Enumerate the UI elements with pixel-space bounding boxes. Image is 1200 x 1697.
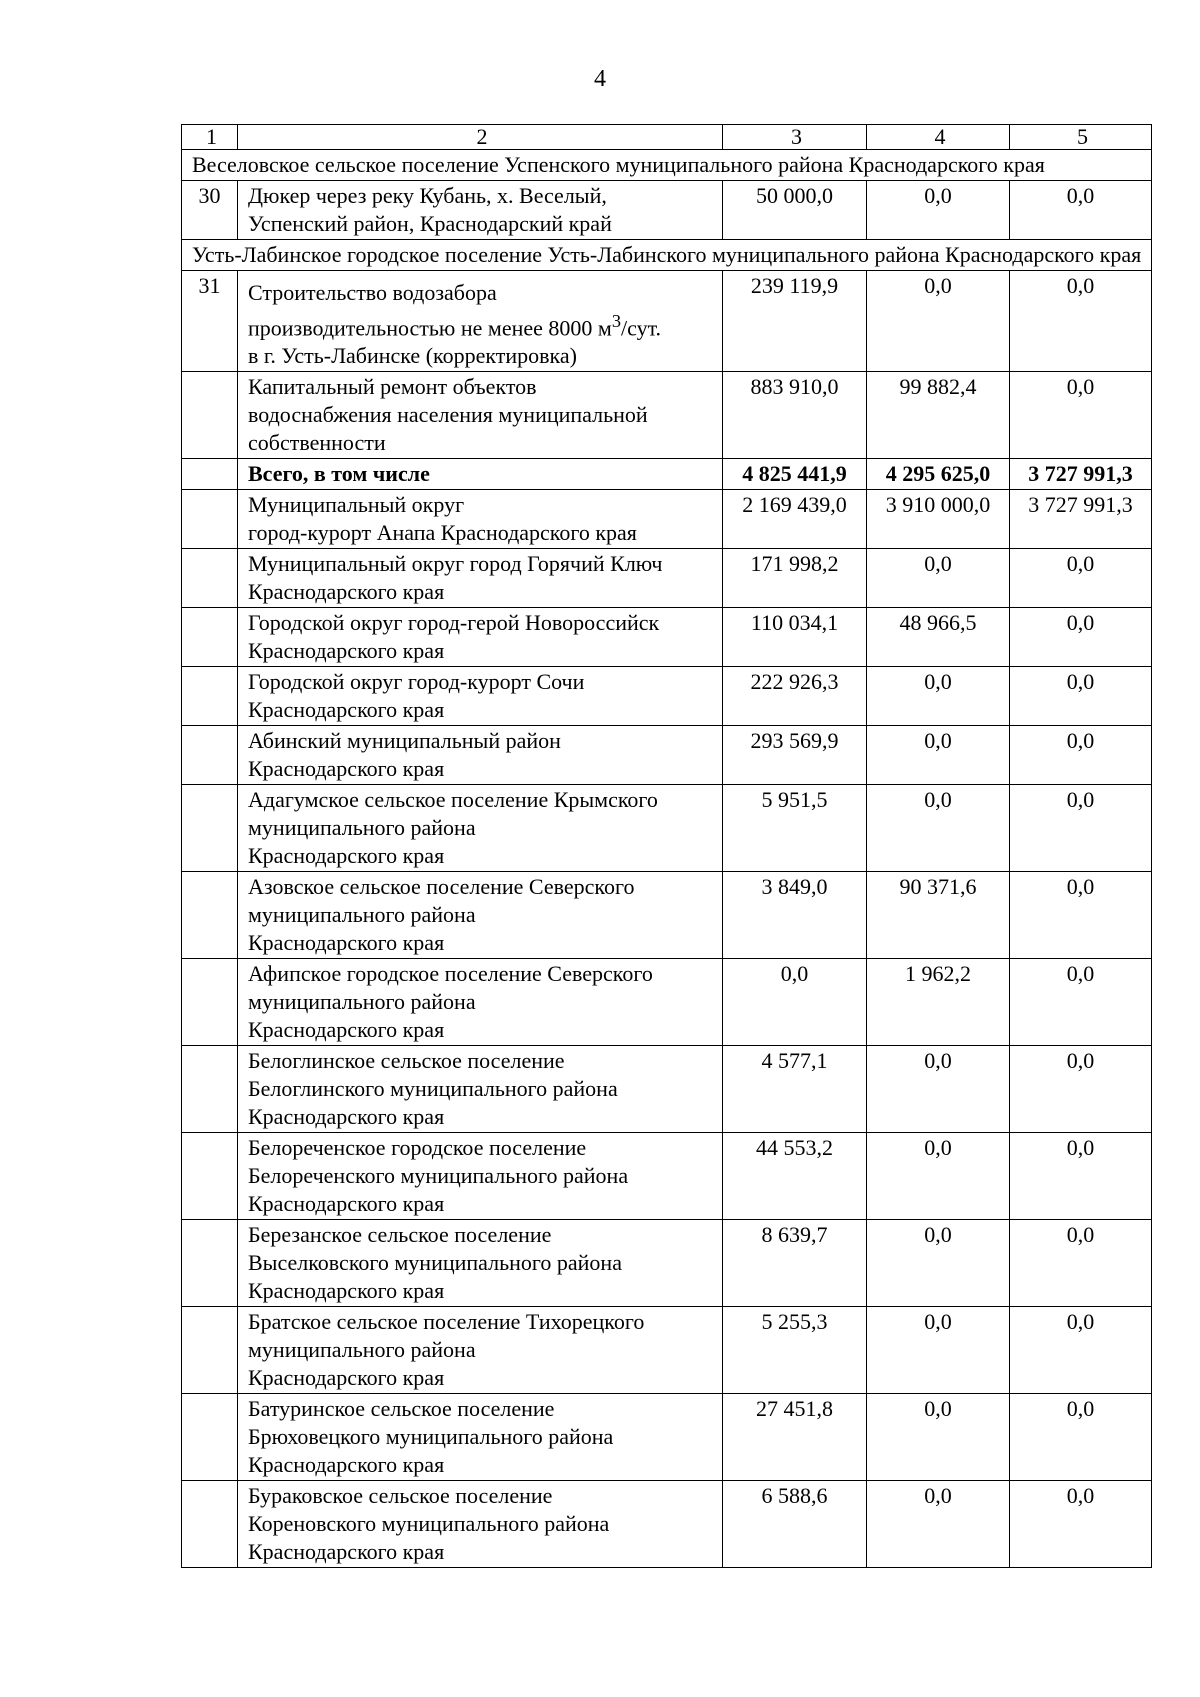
row-value-col3: 27 451,8 [723,1394,867,1481]
row-name: Дюкер через реку Кубань, х. Веселый, Успенский район, Краснодарский край [238,181,723,240]
row-number [182,459,238,490]
row-number [182,1046,238,1133]
row-value-col5: 0,0 [1010,1133,1152,1220]
row-value-col5: 0,0 [1010,181,1152,240]
row-number [182,372,238,459]
table-row [182,608,1152,667]
row-number [182,549,238,608]
row-value-col5: 0,0 [1010,1307,1152,1394]
row-value-col4: 1 962,2 [867,959,1010,1046]
row-value-col4: 0,0 [867,667,1010,726]
row-name: Афипское городское поселение Северского муниципального района Краснодарского края [238,959,723,1046]
row-name: Бураковское сельское поселение Кореновского муниципального района Краснодарского края [238,1481,723,1568]
row-name: Городской округ город-герой Новороссийск Краснодарского края [238,608,723,667]
row-value-col3: 4 825 441,9 [723,459,867,490]
row-name: Батуринское сельское поселение Брюховецкого муниципального района Краснодарского края [238,1394,723,1481]
table-row [182,1307,1152,1394]
row-value-col3: 883 910,0 [723,372,867,459]
row-value-col5: 3 727 991,3 [1010,459,1152,490]
row-value-col4: 90 371,6 [867,872,1010,959]
row-number [182,667,238,726]
table-row [182,872,1152,959]
row-value-col4: 0,0 [867,726,1010,785]
header-col-1: 1 [182,125,238,150]
table-row [182,1394,1152,1481]
row-value-col4: 0,0 [867,1220,1010,1307]
row-number [182,608,238,667]
row-value-col4: 99 882,4 [867,372,1010,459]
row-name: Муниципальный округ город Горячий Ключ Краснодарского края [238,549,723,608]
row-value-col4: 3 910 000,0 [867,490,1010,549]
header-col-5: 5 [1010,125,1152,150]
row-name: Муниципальный округ город-курорт Анапа Краснодарского края [238,490,723,549]
row-value-col3: 2 169 439,0 [723,490,867,549]
row-value-col3: 44 553,2 [723,1133,867,1220]
table-row [182,1133,1152,1220]
row-number [182,1133,238,1220]
municipality-rows [182,490,1152,1568]
section-title: Усть-Лабинское городское поселение Усть-Лабинского муниципального района Краснодарского края [182,240,1152,271]
table-row [182,1220,1152,1307]
section-row-ust-labinsk [182,240,1152,271]
row-value-col3: 171 998,2 [723,549,867,608]
row-name: Адагумское сельское поселение Крымского муниципального района Краснодарского края [238,785,723,872]
row-name: Абинский муниципальный район Краснодарского края [238,726,723,785]
row-value-col5: 0,0 [1010,608,1152,667]
header-col-3: 3 [723,125,867,150]
row-number [182,490,238,549]
row-value-col4: 0,0 [867,549,1010,608]
row-value-col5: 0,0 [1010,726,1152,785]
row-value-col5: 0,0 [1010,1481,1152,1568]
table-row [182,959,1152,1046]
table-row [182,490,1152,549]
row-value-col5: 0,0 [1010,372,1152,459]
row-value-col3: 222 926,3 [723,667,867,726]
row-value-col3: 50 000,0 [723,181,867,240]
row-value-col5: 0,0 [1010,667,1152,726]
row-value-col5: 0,0 [1010,271,1152,372]
table-row [182,181,1152,240]
row-value-col4: 0,0 [867,1394,1010,1481]
row-value-col4: 48 966,5 [867,608,1010,667]
row-value-col4: 0,0 [867,271,1010,372]
row-number [182,1220,238,1307]
row-value-col5: 0,0 [1010,1046,1152,1133]
row-value-col3: 110 034,1 [723,608,867,667]
row-value-col3: 3 849,0 [723,872,867,959]
row-value-col4: 0,0 [867,785,1010,872]
section-row-veselovskoe [182,150,1152,181]
row-value-col5: 0,0 [1010,549,1152,608]
row-number: 31 [182,271,238,372]
table-row [182,549,1152,608]
table-row [182,726,1152,785]
row-value-col3: 8 639,7 [723,1220,867,1307]
table-row [182,271,1152,372]
table-row [182,1481,1152,1568]
row-name: Капитальный ремонт объектов водоснабжения населения муниципальной собственности [238,372,723,459]
row-name: Азовское сельское поселение Северского муниципального района Краснодарского края [238,872,723,959]
row-number [182,1307,238,1394]
total-row [182,459,1152,490]
row-number: 30 [182,181,238,240]
row-name-line: в г. Усть-Лабинске (корректировка) [248,343,577,369]
row-value-col4: 0,0 [867,181,1010,240]
superscript: 3 [611,311,621,331]
row-value-col3: 5 255,3 [723,1307,867,1394]
row-number [182,726,238,785]
section-title: Веселовское сельское поселение Успенского муниципального района Краснодарского края [182,150,1152,181]
budget-table [181,124,1152,1568]
row-name-line: Строительство водозабора [248,280,497,305]
table-row [182,372,1152,459]
row-value-col5: 0,0 [1010,872,1152,959]
row-value-col3: 293 569,9 [723,726,867,785]
row-name: Братское сельское поселение Тихорецкого муниципального района Краснодарского края [238,1307,723,1394]
table-header-row [182,125,1152,150]
row-name: Белореченское городское поселение Белореченского муниципального района Краснодарского края [238,1133,723,1220]
table-row [182,785,1152,872]
row-number [182,1481,238,1568]
row-number [182,1394,238,1481]
header-col-4: 4 [867,125,1010,150]
row-number [182,872,238,959]
row-value-col3: 0,0 [723,959,867,1046]
row-value-col3: 4 577,1 [723,1046,867,1133]
row-value-col5: 0,0 [1010,959,1152,1046]
row-number [182,785,238,872]
page-number: 4 [594,66,606,92]
row-value-col4: 0,0 [867,1307,1010,1394]
table-row [182,667,1152,726]
row-number [182,959,238,1046]
row-value-col3: 5 951,5 [723,785,867,872]
row-name: Городской округ город-курорт Сочи Краснодарского края [238,667,723,726]
row-name: Березанское сельское поселение Выселковского муниципального района Краснодарского края [238,1220,723,1307]
row-value-col4: 0,0 [867,1481,1010,1568]
row-value-col5: 3 727 991,3 [1010,490,1152,549]
row-value-col4: 4 295 625,0 [867,459,1010,490]
row-value-col5: 0,0 [1010,785,1152,872]
row-value-col3: 239 119,9 [723,271,867,372]
row-value-col3: 6 588,6 [723,1481,867,1568]
row-value-col5: 0,0 [1010,1394,1152,1481]
row-name: Белоглинское сельское поселение Белоглинского муниципального района Краснодарского края [238,1046,723,1133]
header-col-2: 2 [238,125,723,150]
row-name [238,271,723,372]
row-value-col4: 0,0 [867,1133,1010,1220]
row-name: Всего, в том числе [238,459,723,490]
row-value-col4: 0,0 [867,1046,1010,1133]
table-row [182,1046,1152,1133]
row-value-col5: 0,0 [1010,1220,1152,1307]
row-name-line: производительностью не менее 8000 $м^3$/сут. [248,311,662,341]
